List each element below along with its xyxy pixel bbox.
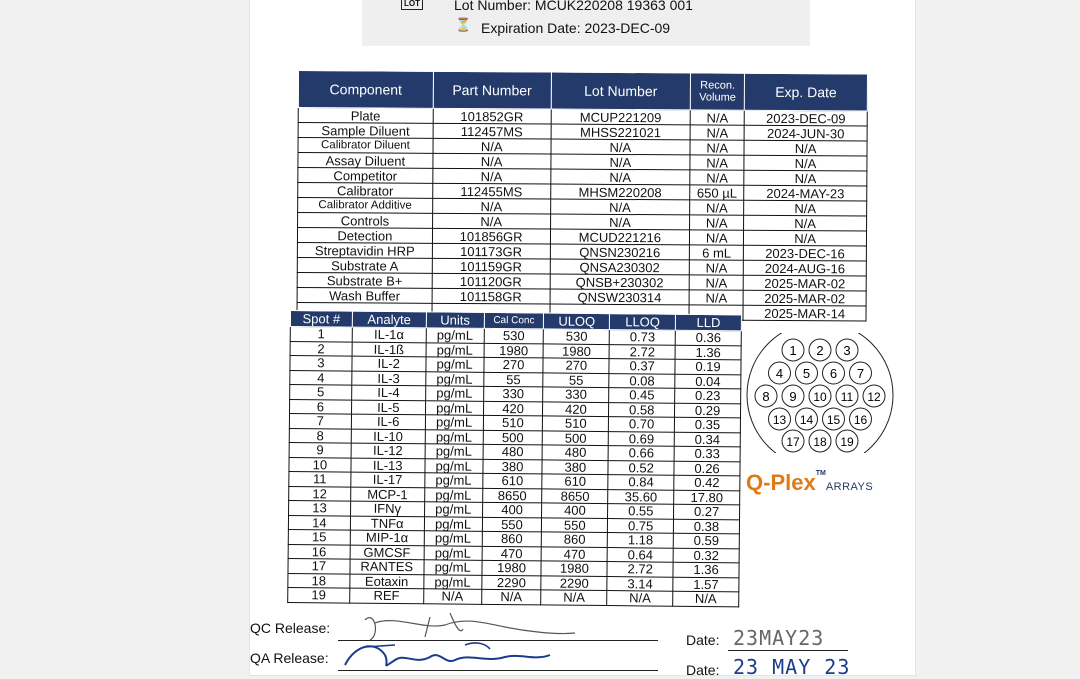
uloq-cell: 1980: [541, 561, 607, 576]
col-header-lld: LLD: [675, 314, 741, 331]
units-cell: pg/mL: [425, 371, 483, 386]
spot-number-label: 19: [840, 435, 854, 449]
recon-volume-cell: N/A: [689, 275, 743, 290]
lloq-cell: 0.66: [608, 446, 674, 461]
lld-cell: 0.04: [675, 374, 741, 389]
cal-conc-cell: 380: [483, 459, 543, 474]
uloq-cell: 470: [542, 546, 608, 561]
spot-number-cell: 2: [290, 341, 352, 356]
cal-conc-cell: 8650: [482, 488, 542, 503]
cal-conc-cell: 530: [484, 328, 544, 343]
spot-layout-diagram: [745, 333, 895, 453]
uloq-cell: 530: [544, 329, 610, 344]
analyte-cell: MIP-1α: [350, 530, 424, 545]
lloq-cell: 2.72: [607, 562, 673, 577]
spot-number-label: 10: [813, 390, 827, 404]
exp-date-cell: N/A: [744, 170, 867, 186]
qa-date-label: Date:: [686, 662, 720, 678]
lot-number-cell: MHSM220208: [550, 184, 690, 200]
exp-date-cell: N/A: [744, 200, 867, 216]
uloq-cell: 400: [542, 503, 608, 518]
exp-date-cell: 2025-MAR-02: [743, 275, 866, 291]
uloq-cell: 860: [542, 532, 608, 547]
analyte-cell: IL-4: [351, 385, 425, 400]
component-name-cell: Controls: [298, 213, 433, 229]
units-cell: pg/mL: [424, 516, 482, 531]
cal-conc-cell: 55: [483, 372, 543, 387]
cal-conc-cell: 860: [482, 531, 542, 546]
component-table: [296, 70, 868, 321]
part-number-cell: 101856GR: [432, 228, 550, 244]
hourglass-icon: ⏳: [455, 17, 472, 32]
uloq-cell: 380: [542, 459, 608, 474]
analyte-cell: IL-2: [352, 356, 426, 371]
cal-conc-cell: 270: [484, 357, 544, 372]
lloq-cell: 0.52: [608, 460, 674, 475]
analyte-cell: IL-13: [351, 458, 425, 473]
analyte-cell: GMCSF: [350, 545, 424, 560]
recon-volume-cell: N/A: [689, 260, 743, 275]
lloq-cell: 0.58: [609, 402, 675, 417]
spot-number-cell: 9: [289, 442, 351, 457]
lot-number-cell: N/A: [550, 214, 690, 230]
part-number-cell: 101173GR: [432, 243, 550, 259]
qa-date-handwritten: 23 MAY 23: [733, 655, 851, 679]
cal-conc-cell: 510: [483, 415, 543, 430]
spot-number-label: 3: [843, 343, 851, 358]
spot-number-cell: 12: [289, 486, 351, 501]
lloq-cell: 0.45: [609, 388, 675, 403]
lld-cell: 1.36: [675, 345, 741, 360]
part-number-cell: N/A: [433, 168, 551, 184]
analyte-cell: IL-10: [351, 429, 425, 444]
lot-number-cell: QNSA230302: [550, 259, 690, 275]
spot-number-cell: 3: [290, 356, 352, 371]
analyte-cell: IL-17: [351, 472, 425, 487]
part-number-cell: 101159GR: [432, 258, 550, 274]
uloq-cell: 510: [543, 416, 609, 431]
spot-number-cell: 5: [290, 385, 352, 400]
lld-cell: 0.27: [674, 504, 740, 519]
component-name-cell: Substrate A: [297, 257, 432, 273]
part-number-cell: N/A: [432, 213, 550, 229]
col-header-part-number: Part Number: [433, 71, 551, 109]
component-name-cell: Detection: [297, 228, 432, 244]
uloq-cell: 610: [542, 474, 608, 489]
spot-number-label: 7: [856, 366, 865, 381]
analyte-cell: TNFα: [350, 516, 424, 531]
part-number-cell: 112455MS: [433, 183, 551, 199]
spot-number-cell: 17: [288, 558, 350, 573]
lld-cell: 0.38: [674, 519, 740, 534]
lloq-cell: 1.18: [608, 533, 674, 548]
col-header-recon-volume: Recon. Volume: [690, 73, 744, 110]
lloq-cell: 0.64: [607, 547, 673, 562]
uloq-cell: 55: [543, 372, 609, 387]
q-plex-logo: Q-Plex™ARRAYS: [746, 470, 874, 495]
spot-number-label: 12: [867, 390, 881, 404]
units-cell: pg/mL: [425, 429, 483, 444]
exp-date-cell: N/A: [744, 140, 867, 156]
component-name-cell: Substrate B+: [297, 272, 432, 288]
recon-volume-cell: N/A: [690, 170, 744, 185]
part-number-cell: 101158GR: [432, 288, 550, 304]
recon-volume-cell: N/A: [690, 110, 744, 125]
spot-number-cell: 16: [288, 544, 350, 559]
uloq-cell: 330: [543, 387, 609, 402]
lot-icon: LOT: [401, 0, 423, 10]
uloq-cell: 8650: [542, 488, 608, 503]
exp-date-cell: 2025-MAR-02: [743, 290, 866, 306]
spot-number-cell: 14: [288, 515, 350, 530]
component-name-cell: Sample Diluent: [298, 123, 433, 139]
spot-number-label: 16: [853, 413, 868, 427]
lld-cell: 1.57: [673, 577, 739, 592]
recon-volume-cell: N/A: [689, 290, 743, 305]
spot-number-label: 5: [802, 366, 811, 381]
lloq-cell: 0.75: [608, 518, 674, 533]
spot-number-label: 8: [762, 389, 770, 404]
recon-volume-cell: N/A: [690, 140, 744, 155]
spot-number-label: 11: [840, 390, 854, 404]
qa-release-label: QA Release:: [250, 650, 329, 666]
qc-release-label: QC Release:: [250, 620, 331, 636]
cal-conc-cell: N/A: [481, 589, 541, 604]
spot-number-cell: 15: [288, 529, 350, 544]
col-header-lloq: LLOQ: [610, 314, 676, 331]
exp-date-cell: N/A: [744, 215, 867, 231]
analyte-cell: REF: [349, 588, 423, 603]
lot-number-cell: QNSN230216: [550, 244, 690, 260]
analyte-cell: Eotaxin: [350, 574, 424, 589]
lloq-cell: 3.14: [607, 576, 673, 591]
lot-number-cell: MCUP221209: [551, 109, 691, 125]
units-cell: pg/mL: [425, 458, 483, 473]
spot-number-label: 17: [786, 435, 800, 449]
lloq-cell: 0.70: [609, 417, 675, 432]
lld-cell: 17.80: [674, 490, 740, 505]
part-number-cell: N/A: [433, 138, 551, 154]
lld-cell: 0.34: [674, 432, 740, 447]
lot-number-text: Lot Number: MCUK220208 19363 001: [454, 0, 693, 13]
part-number-cell: 101852GR: [433, 108, 551, 124]
recon-volume-cell: N/A: [690, 215, 744, 230]
uloq-cell: 270: [543, 358, 609, 373]
analyte-cell: MCP-1: [350, 487, 424, 502]
lld-cell: 0.29: [675, 403, 741, 418]
spot-number-label: 1: [789, 343, 797, 358]
spot-number-label: 13: [772, 413, 787, 427]
uloq-cell: N/A: [541, 590, 607, 605]
exp-date-cell: 2023-DEC-16: [744, 245, 867, 261]
exp-date-cell: 2024-JUN-30: [744, 125, 867, 141]
cal-conc-cell: 500: [483, 430, 543, 445]
lloq-cell: 0.08: [609, 373, 675, 388]
qc-date-label: Date:: [686, 632, 720, 648]
spot-number-cell: 11: [289, 471, 351, 486]
col-header-component: Component: [298, 71, 433, 109]
component-name-cell: Competitor: [298, 168, 433, 184]
spot-number-cell: 6: [290, 399, 352, 414]
units-cell: pg/mL: [425, 400, 483, 415]
exp-date-cell: 2024-MAY-23: [744, 185, 867, 201]
analyte-cell: IL-1ß: [352, 342, 426, 357]
col-header-spot: Spot #: [290, 311, 352, 328]
component-name-cell: Calibrator Additive: [298, 198, 433, 214]
lloq-cell: 0.84: [608, 475, 674, 490]
spot-number-label: 9: [789, 389, 797, 404]
analyte-cell: IL-3: [352, 371, 426, 386]
spot-number-label: 2: [816, 343, 824, 358]
analyte-cell: IL-12: [351, 443, 425, 458]
spot-number-label: 6: [829, 366, 838, 381]
exp-date-cell: 2023-DEC-09: [744, 110, 867, 126]
lot-number-cell: QNSW230314: [550, 289, 690, 305]
cal-conc-cell: 420: [483, 401, 543, 416]
units-cell: pg/mL: [425, 444, 483, 459]
cal-conc-cell: 2290: [481, 575, 541, 590]
cal-conc-cell: 480: [483, 444, 543, 459]
lld-cell: 0.23: [675, 388, 741, 403]
lld-cell: 0.26: [674, 461, 740, 476]
component-name-cell: Calibrator: [298, 183, 433, 199]
units-cell: pg/mL: [424, 560, 482, 575]
lot-number-cell: N/A: [550, 154, 690, 170]
part-number-cell: N/A: [433, 153, 551, 169]
lloq-cell: 0.55: [608, 504, 674, 519]
spot-number-cell: 19: [288, 587, 350, 602]
exp-date-cell: N/A: [744, 230, 867, 246]
lloq-cell: N/A: [607, 591, 673, 606]
lloq-cell: 35.60: [608, 489, 674, 504]
recon-volume-cell: N/A: [690, 230, 744, 245]
col-header-analyte: Analyte: [352, 311, 426, 328]
lloq-cell: 0.73: [609, 330, 675, 345]
col-header-uloq: ULOQ: [544, 313, 610, 330]
qa-signature: [335, 635, 575, 675]
lld-cell: 1.36: [673, 562, 739, 577]
units-cell: pg/mL: [425, 473, 483, 488]
recon-volume-cell: 650 µL: [690, 185, 744, 200]
units-cell: pg/mL: [424, 502, 482, 517]
lld-cell: 0.33: [674, 446, 740, 461]
qc-date-line: [728, 650, 848, 651]
units-cell: pg/mL: [424, 531, 482, 546]
uloq-cell: 420: [543, 401, 609, 416]
units-cell: N/A: [423, 589, 481, 604]
spot-number-cell: 4: [290, 370, 352, 385]
spot-number-label: 18: [813, 435, 827, 449]
expiration-date-text: Expiration Date: 2023-DEC-09: [481, 20, 671, 36]
spot-number-cell: 10: [289, 457, 351, 472]
lld-cell: 0.19: [675, 359, 741, 374]
uloq-cell: 500: [543, 430, 609, 445]
recon-volume-cell: N/A: [690, 125, 744, 140]
component-name-cell: Streptavidin HRP: [297, 242, 432, 258]
recon-volume-cell: N/A: [690, 200, 744, 215]
exp-date-cell: N/A: [744, 155, 867, 171]
lld-cell: 0.42: [674, 475, 740, 490]
lld-cell: 0.36: [675, 330, 741, 345]
component-table-header: [298, 71, 867, 111]
uloq-cell: 480: [543, 445, 609, 460]
part-number-cell: 101120GR: [432, 273, 550, 289]
lld-cell: 0.35: [674, 417, 740, 432]
analyte-cell: RANTES: [350, 559, 424, 574]
units-cell: pg/mL: [424, 487, 482, 502]
units-cell: pg/mL: [424, 574, 482, 589]
units-cell: pg/mL: [426, 342, 484, 357]
spot-number-label: 15: [826, 413, 841, 427]
uloq-cell: 2290: [541, 575, 607, 590]
units-cell: pg/mL: [425, 386, 483, 401]
spot-number-label: 4: [775, 366, 784, 381]
cal-conc-cell: 470: [482, 546, 542, 561]
col-header-exp-date: Exp. Date: [744, 73, 867, 111]
col-header-units: Units: [426, 312, 484, 329]
uloq-cell: 550: [542, 517, 608, 532]
cal-conc-cell: 550: [482, 517, 542, 532]
spot-number-cell: 18: [288, 573, 350, 588]
exp-date-cell: 2025-MAR-14: [743, 305, 866, 321]
spot-number-cell: 13: [289, 500, 351, 515]
recon-volume-cell: 6 mL: [690, 245, 744, 260]
lloq-cell: 0.37: [609, 359, 675, 374]
cal-conc-cell: 1980: [484, 343, 544, 358]
cal-conc-cell: 330: [483, 386, 543, 401]
analyte-spot-table: [287, 310, 742, 607]
cal-conc-cell: 1980: [482, 560, 542, 575]
spot-number-label: 14: [799, 413, 814, 427]
spot-number-cell: 1: [290, 327, 352, 342]
units-cell: pg/mL: [426, 328, 484, 343]
analyte-cell: IL-5: [351, 400, 425, 415]
lot-number-cell: MCUD221216: [550, 229, 690, 245]
component-name-cell: Plate: [298, 108, 433, 124]
lloq-cell: 2.72: [609, 344, 675, 359]
part-number-cell: 112457MS: [433, 123, 551, 139]
lloq-cell: 0.69: [609, 431, 675, 446]
units-cell: pg/mL: [425, 415, 483, 430]
lot-number-cell: MHSS221021: [551, 124, 691, 140]
uloq-cell: 1980: [544, 343, 610, 358]
col-header-cal-conc: Cal Conc: [484, 312, 544, 329]
component-name-cell: Wash Buffer: [297, 287, 432, 303]
lld-cell: N/A: [673, 591, 739, 606]
component-name-cell: Assay Diluent: [298, 153, 433, 169]
col-header-lot-number: Lot Number: [551, 72, 691, 110]
lot-number-cell: N/A: [550, 169, 690, 185]
exp-date-cell: 2024-AUG-16: [743, 260, 866, 276]
lot-number-cell: N/A: [551, 139, 691, 155]
lot-number-cell: N/A: [550, 199, 690, 215]
lld-cell: 0.32: [673, 548, 739, 563]
analyte-cell: IL-6: [351, 414, 425, 429]
lot-number-cell: QNSB+230302: [550, 274, 690, 290]
recon-volume-cell: N/A: [690, 155, 744, 170]
spot-number-cell: 8: [289, 428, 351, 443]
analyte-cell: IFNγ: [350, 501, 424, 516]
units-cell: pg/mL: [426, 357, 484, 372]
lld-cell: 0.59: [673, 533, 739, 548]
cal-conc-cell: 610: [482, 473, 542, 488]
part-number-cell: N/A: [432, 198, 550, 214]
analyte-cell: IL-1α: [352, 327, 426, 342]
qc-date-handwritten: 23MAY23: [733, 626, 825, 650]
spot-number-cell: 7: [289, 414, 351, 429]
component-name-cell: Calibrator Diluent: [298, 138, 433, 154]
units-cell: pg/mL: [424, 545, 482, 560]
cal-conc-cell: 400: [482, 502, 542, 517]
